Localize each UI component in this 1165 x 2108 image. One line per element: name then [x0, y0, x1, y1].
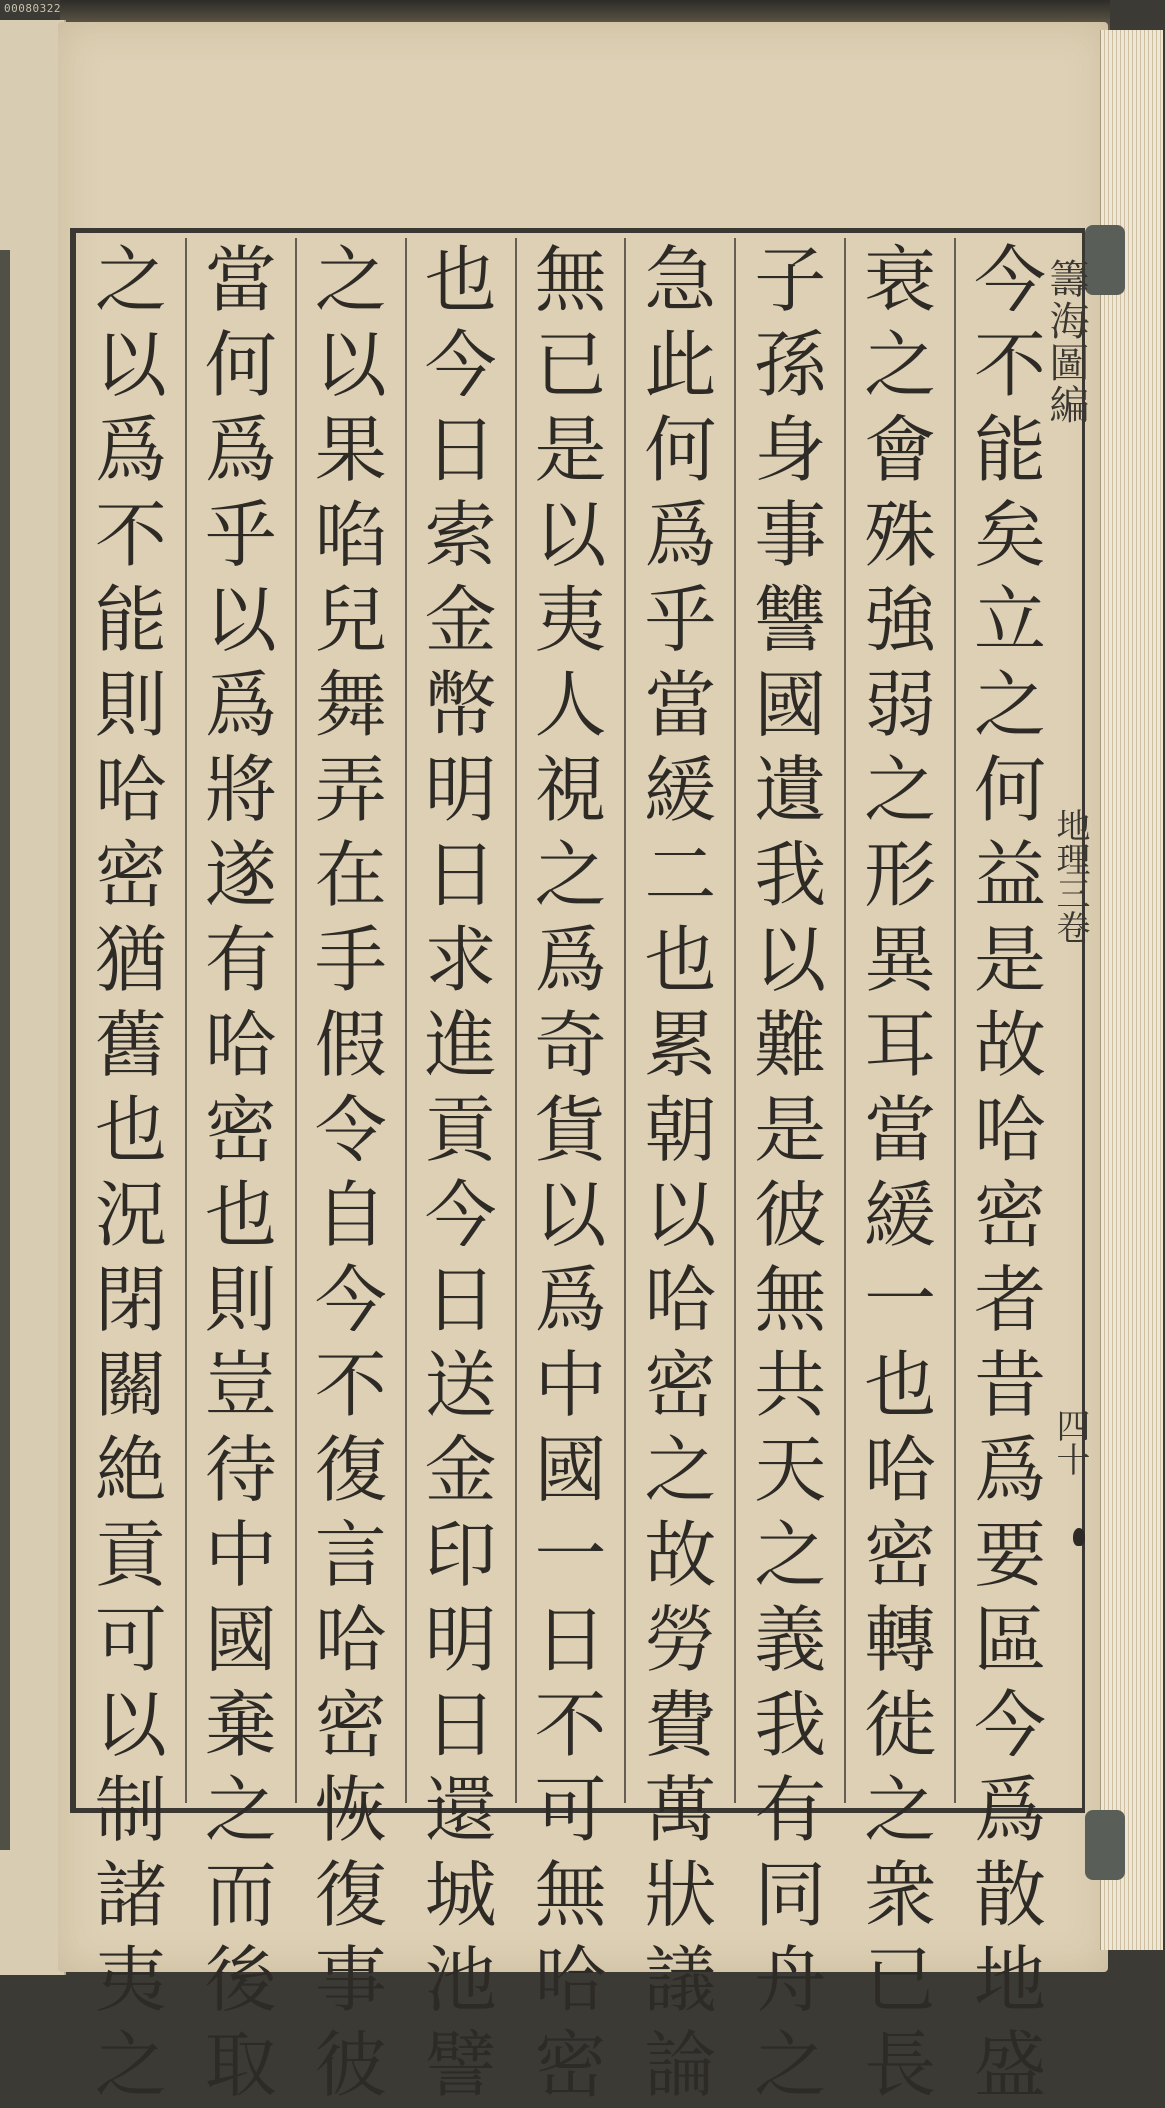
glyph: 日: [424, 1258, 497, 1342]
glyph: 之: [754, 2023, 827, 2107]
glyph: 此: [644, 323, 717, 407]
banxin-juan: 地理三卷: [1050, 808, 1090, 944]
column-divider: [295, 238, 297, 1803]
glyph: 恢: [314, 1768, 387, 1852]
column-divider: [954, 238, 956, 1803]
glyph: 一: [534, 1513, 607, 1597]
glyph: 也: [424, 238, 497, 322]
glyph: 哈: [314, 1598, 387, 1682]
glyph: 孫: [754, 323, 827, 407]
glyph: 是: [754, 1088, 827, 1172]
glyph: 也: [864, 1343, 937, 1427]
glyph: 今: [424, 1173, 497, 1257]
glyph: 我: [754, 1683, 827, 1767]
glyph: 今: [974, 1683, 1047, 1767]
glyph: 之: [204, 1768, 277, 1852]
glyph: 同: [754, 1853, 827, 1937]
glyph: 諸: [94, 1853, 167, 1937]
glyph: 之: [314, 238, 387, 322]
text-column: [625, 238, 735, 2107]
glyph: 以: [534, 1173, 607, 1257]
text-column: [186, 238, 296, 2107]
glyph: 今: [424, 323, 497, 407]
glyph: 國: [204, 1598, 277, 1682]
glyph: 進: [424, 1003, 497, 1087]
glyph: 國: [754, 663, 827, 747]
glyph: 已: [864, 1938, 937, 2022]
glyph: 則: [94, 663, 167, 747]
glyph: 之: [534, 833, 607, 917]
glyph: 後: [204, 1938, 277, 2022]
glyph: 一: [864, 1258, 937, 1342]
glyph: 密: [644, 1343, 717, 1427]
glyph: 密: [204, 1088, 277, 1172]
glyph: 何: [644, 408, 717, 492]
column-divider: [515, 238, 517, 1803]
glyph: 爲: [644, 493, 717, 577]
column-divider: [734, 238, 736, 1803]
glyph: 假: [314, 1003, 387, 1087]
glyph: 以: [534, 493, 607, 577]
glyph: 有: [754, 1768, 827, 1852]
glyph: 以: [754, 918, 827, 1002]
glyph: 啗: [314, 493, 387, 577]
glyph: 事: [314, 1938, 387, 2022]
glyph: 今: [314, 1258, 387, 1342]
glyph: 已: [534, 323, 607, 407]
column-divider: [624, 238, 626, 1803]
text-column: [516, 238, 626, 2107]
glyph: 形: [864, 833, 937, 917]
glyph: 能: [974, 408, 1047, 492]
glyph: 乎: [644, 578, 717, 662]
glyph: 之: [864, 323, 937, 407]
facing-page-border: [0, 250, 10, 1850]
glyph: 能: [94, 578, 167, 662]
column-divider: [405, 238, 407, 1803]
glyph: 取: [204, 2023, 277, 2107]
glyph: 轉: [864, 1598, 937, 1682]
glyph: 是: [534, 408, 607, 492]
glyph: 不: [94, 493, 167, 577]
glyph: 明: [424, 748, 497, 832]
glyph: 奇: [534, 1003, 607, 1087]
glyph: 耳: [864, 1003, 937, 1087]
glyph: 豈: [204, 1343, 277, 1427]
glyph: 緩: [644, 748, 717, 832]
glyph: 則: [204, 1258, 277, 1342]
glyph: 故: [644, 1513, 717, 1597]
glyph: 密: [534, 2023, 607, 2107]
glyph: 閉: [94, 1258, 167, 1342]
glyph: 以: [94, 323, 167, 407]
glyph: 日: [424, 1683, 497, 1767]
glyph: 難: [754, 1003, 827, 1087]
glyph: 自: [314, 1173, 387, 1257]
glyph: 今: [974, 238, 1047, 322]
glyph: 哈: [644, 1258, 717, 1342]
glyph: 天: [754, 1428, 827, 1512]
glyph: 哈: [864, 1428, 937, 1512]
text-column: [955, 238, 1065, 2107]
glyph: 子: [754, 238, 827, 322]
glyph: 以: [94, 1683, 167, 1767]
glyph: 衆: [864, 1853, 937, 1937]
glyph: 夷: [534, 578, 607, 662]
glyph: 舊: [94, 1003, 167, 1087]
glyph: 令: [314, 1088, 387, 1172]
glyph: 不: [534, 1683, 607, 1767]
glyph: 之: [644, 1428, 717, 1512]
banxin-title: 籌海圖編: [1043, 258, 1089, 426]
scan-id: 00080322: [4, 2, 61, 15]
glyph: 況: [94, 1173, 167, 1257]
column-divider: [185, 238, 187, 1803]
glyph: 譬: [424, 2023, 497, 2107]
facing-page-edge: [0, 20, 66, 1975]
glyph: 之: [974, 663, 1047, 747]
glyph: 殊: [864, 493, 937, 577]
glyph: 不: [974, 323, 1047, 407]
glyph: 徙: [864, 1683, 937, 1767]
glyph: 爲: [534, 918, 607, 1002]
glyph: 也: [94, 1088, 167, 1172]
glyph: 哈: [204, 1003, 277, 1087]
glyph: 弄: [314, 748, 387, 832]
glyph: 池: [424, 1938, 497, 2022]
text-column: [296, 238, 406, 2107]
glyph: 也: [644, 918, 717, 1002]
glyph: 爲: [974, 1768, 1047, 1852]
glyph: 遂: [204, 833, 277, 917]
glyph: 二: [644, 833, 717, 917]
glyph: 無: [534, 238, 607, 322]
page-stack-edge: [1100, 30, 1163, 1950]
glyph: 貨: [534, 1088, 607, 1172]
text-column: [845, 238, 955, 2107]
glyph: 密: [974, 1173, 1047, 1257]
glyph: 緩: [864, 1173, 937, 1257]
glyph: 矣: [974, 493, 1047, 577]
glyph: 者: [974, 1258, 1047, 1342]
glyph: 爲: [974, 1428, 1047, 1512]
glyph: 可: [94, 1598, 167, 1682]
glyph: 何: [974, 748, 1047, 832]
glyph: 貢: [424, 1088, 497, 1172]
glyph: 論: [644, 2023, 717, 2107]
glyph: 立: [974, 578, 1047, 662]
glyph: 密: [314, 1683, 387, 1767]
glyph: 猶: [94, 918, 167, 1002]
glyph: 要: [974, 1513, 1047, 1597]
glyph: 將: [204, 748, 277, 832]
glyph: 哈: [974, 1088, 1047, 1172]
glyph: 散: [974, 1853, 1047, 1937]
glyph: 無: [534, 1853, 607, 1937]
glyph: 之: [94, 2023, 167, 2107]
glyph: 衰: [864, 238, 937, 322]
glyph: 弱: [864, 663, 937, 747]
glyph: 盛: [974, 2023, 1047, 2107]
banxin-page-number: 四十: [1050, 1408, 1090, 1476]
glyph: 當: [204, 238, 277, 322]
glyph: 長: [864, 2023, 937, 2107]
glyph: 舞: [314, 663, 387, 747]
glyph: 事: [754, 493, 827, 577]
glyph: 狀: [644, 1853, 717, 1937]
glyph: 共: [754, 1343, 827, 1427]
glyph: 金: [424, 578, 497, 662]
glyph: 城: [424, 1853, 497, 1937]
glyph: 區: [974, 1598, 1047, 1682]
glyph: 乎: [204, 493, 277, 577]
glyph: 果: [314, 408, 387, 492]
fishtail-mark: [1073, 1528, 1085, 1546]
glyph: 身: [754, 408, 827, 492]
glyph: 當: [644, 663, 717, 747]
glyph: 之: [864, 1768, 937, 1852]
glyph: 之: [864, 748, 937, 832]
glyph: 手: [314, 918, 387, 1002]
glyph: 以: [204, 578, 277, 662]
glyph: 之: [94, 238, 167, 322]
glyph: 中: [204, 1513, 277, 1597]
glyph: 昔: [974, 1343, 1047, 1427]
glyph: 幣: [424, 663, 497, 747]
glyph: 日: [424, 833, 497, 917]
glyph: 密: [94, 833, 167, 917]
glyph: 勞: [644, 1598, 717, 1682]
glyph: 關: [94, 1343, 167, 1427]
glyph: 何: [204, 323, 277, 407]
glyph: 以: [644, 1173, 717, 1257]
glyph: 義: [754, 1598, 827, 1682]
text-column: [406, 238, 516, 2107]
glyph: 在: [314, 833, 387, 917]
glyph: 哈: [534, 1938, 607, 2022]
glyph: 異: [864, 918, 937, 1002]
glyph: 哈: [94, 748, 167, 832]
text-column: [735, 238, 845, 2107]
glyph: 復: [314, 1853, 387, 1937]
glyph: 爲: [94, 408, 167, 492]
glyph: 還: [424, 1768, 497, 1852]
glyph: 急: [644, 238, 717, 322]
glyph: 印: [424, 1513, 497, 1597]
glyph: 費: [644, 1683, 717, 1767]
glyph: 索: [424, 493, 497, 577]
glyph: 彼: [314, 2023, 387, 2107]
glyph: 而: [204, 1853, 277, 1937]
banxin: [1043, 238, 1095, 1803]
glyph: 地: [974, 1938, 1047, 2022]
glyph: 人: [534, 663, 607, 747]
glyph: 金: [424, 1428, 497, 1512]
glyph: 送: [424, 1343, 497, 1427]
glyph: 日: [534, 1598, 607, 1682]
glyph: 明: [424, 1598, 497, 1682]
glyph: 不: [314, 1343, 387, 1427]
glyph: 兒: [314, 578, 387, 662]
glyph: 朝: [644, 1088, 717, 1172]
glyph: 爲: [204, 408, 277, 492]
glyph: 當: [864, 1088, 937, 1172]
column-divider: [844, 238, 846, 1803]
glyph: 棄: [204, 1683, 277, 1767]
glyph: 益: [974, 833, 1047, 917]
glyph: 絶: [94, 1428, 167, 1512]
glyph: 中: [534, 1343, 607, 1427]
glyph: 貢: [94, 1513, 167, 1597]
glyph: 議: [644, 1938, 717, 2022]
glyph: 彼: [754, 1173, 827, 1257]
glyph: 待: [204, 1428, 277, 1512]
glyph: 強: [864, 578, 937, 662]
glyph: 遺: [754, 748, 827, 832]
glyph: 萬: [644, 1768, 717, 1852]
glyph: 之: [754, 1513, 827, 1597]
glyph: 有: [204, 918, 277, 1002]
glyph: 讐: [754, 578, 827, 662]
glyph: 爲: [204, 663, 277, 747]
glyph: 無: [754, 1258, 827, 1342]
glyph: 爲: [534, 1258, 607, 1342]
glyph: 視: [534, 748, 607, 832]
glyph: 以: [314, 323, 387, 407]
glyph: 可: [534, 1768, 607, 1852]
glyph: 會: [864, 408, 937, 492]
glyph: 制: [94, 1768, 167, 1852]
binding-clip-bottom: [1085, 1810, 1125, 1880]
text-column: [76, 238, 186, 2107]
glyph: 我: [754, 833, 827, 917]
glyph: 是: [974, 918, 1047, 1002]
glyph: 言: [314, 1513, 387, 1597]
glyph: 故: [974, 1003, 1047, 1087]
glyph: 求: [424, 918, 497, 1002]
glyph: 日: [424, 408, 497, 492]
glyph: 也: [204, 1173, 277, 1257]
glyph: 夷: [94, 1938, 167, 2022]
glyph: 復: [314, 1428, 387, 1512]
glyph: 密: [864, 1513, 937, 1597]
glyph: 國: [534, 1428, 607, 1512]
glyph: 舟: [754, 1938, 827, 2022]
glyph: 累: [644, 1003, 717, 1087]
